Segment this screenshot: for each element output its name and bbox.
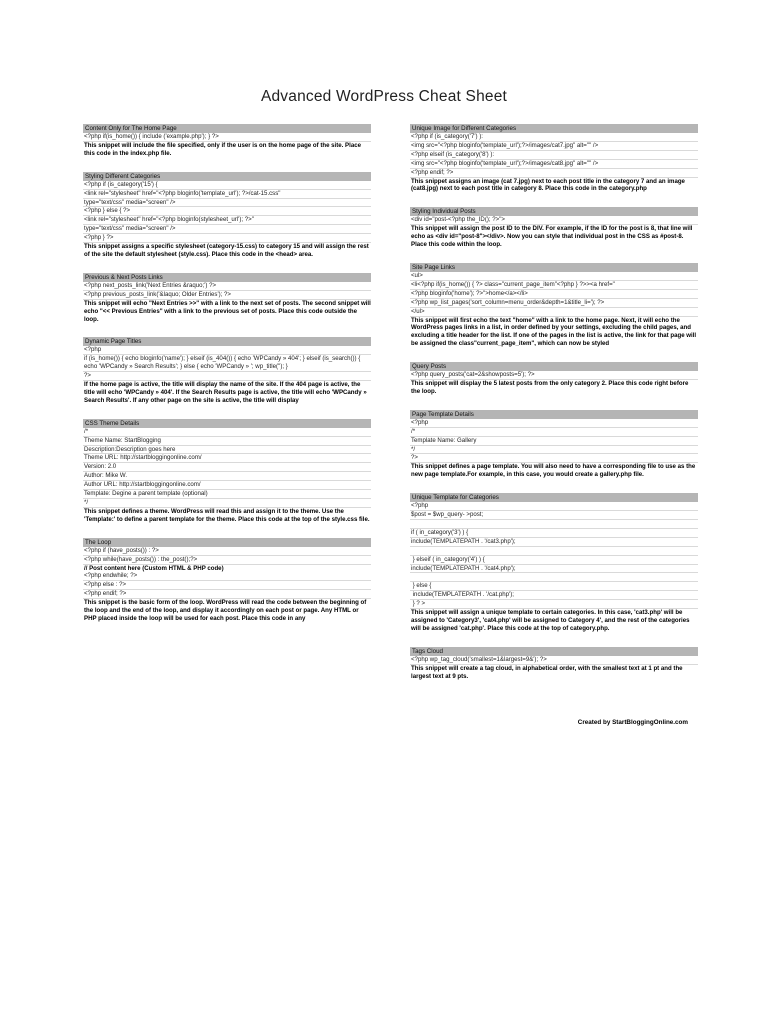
- snippet-description: This snippet will include the file specified, only if the user is on the home page of the site. Place this code in the index.php file.: [84, 141, 363, 157]
- section-page-template-details: [410, 410, 698, 479]
- section-header: Content Only for The Home Page: [83, 124, 371, 133]
- code-line: Theme Name: StartBlogging: [83, 437, 371, 446]
- code-line: Version: 2.0: [83, 463, 371, 472]
- code-line: <ul>: [410, 272, 698, 281]
- code-line: <?php: [83, 346, 371, 355]
- code-line: Description:Description goes here: [83, 446, 371, 455]
- code-line: if ( in_category('3') ) {: [410, 529, 698, 538]
- section-header: Styling Different Categories: [83, 172, 371, 181]
- code-line: <?php } ?>: [83, 234, 371, 243]
- code-line: <?php wp_list_pages('sort_column=menu_order&depth=1&title_li='); ?>: [410, 299, 698, 308]
- code-line: <?php endif; ?>: [83, 590, 371, 599]
- section-header: Page Template Details: [410, 410, 698, 419]
- code-line: */: [410, 446, 698, 455]
- section-header: Unique Template for Categories: [410, 493, 698, 502]
- code-line: type="text/css" media="screen" />: [83, 199, 371, 208]
- code-line: ?>: [83, 372, 371, 381]
- code-line: <?php } else { ?>: [83, 207, 371, 216]
- code-line: <?php if(is_home()) { include ('example.php'); } ?>: [83, 133, 371, 142]
- section-unique-template-for-categories: [410, 493, 698, 633]
- code-line: <img src="<?php bloginfo('template_url');?>/images/cat8.jpg" alt="" />: [410, 160, 698, 169]
- code-line: /*: [410, 428, 698, 437]
- page-title: Advanced WordPress Cheat Sheet: [260, 88, 508, 105]
- code-line: Template Name: Gallery: [410, 437, 698, 446]
- snippet-description: This snippet assigns an image (cat 7.jpg) next to each post title in the category 7 and an image (cat8.jpg) next to each post title in category 8. Place this code in the category.php: [411, 177, 687, 193]
- snippet-description: This snippet will echo "Next Entries >>" with a link to the next set of posts. The second snippet will echo "<< Previous Entries" with a link to the previous set of posts. Place this code outside the loop.: [84, 299, 373, 323]
- code-line: <?php query_posts('cat=2&showposts=5'); ?>: [410, 371, 698, 380]
- code-line: <div id="post-<?php the_ID(); ?>">: [410, 216, 698, 225]
- snippet-description: This snippet is the basic form of the loop. WordPress will read the code between the beginning of the loop and the end of the loop, and display it accordingly on each post or page. Any HTML or PHP placed inside the loop will be used for each post. Place this code in any: [84, 599, 368, 622]
- code-line: */: [83, 499, 371, 508]
- code-line: <?php endif; ?>: [410, 169, 698, 178]
- code-line: <link rel="stylesheet" href="<?php bloginfo('template_url'); ?>/cat-15.css": [83, 190, 371, 199]
- snippet-description: This snippet will display the 5 latest posts from the only category 2. Place this code right before the loop.: [411, 380, 691, 395]
- code-line: <?php elseif (is_category('8') ):: [410, 151, 698, 160]
- section-header: CSS Theme Details: [83, 419, 371, 428]
- code-line: [410, 520, 698, 529]
- code-line: } else {: [410, 582, 698, 591]
- snippet-description: This snippet will create a tag cloud, in alphabetical order, with the smallest text at 1 pt and the largest text at 9 pts.: [411, 664, 685, 680]
- section-content-only-for-the-home-page: [83, 124, 371, 158]
- snippet-description: This snippet will assign a unique template to certain categories. In this case, 'cat3.php' will be assigned to 'Category3', 'cat4.php' will be assigned to Category 4', and the rest of the categories will be assigned 'cat.php'. Place this code at the top of category.php.: [411, 609, 692, 632]
- code-line: Author URL: http://startbloggingonline.com/: [83, 481, 371, 490]
- code-line: </ul>: [410, 308, 698, 317]
- right-column: [410, 124, 698, 694]
- section-header: The Loop: [83, 538, 371, 547]
- section-css-theme-details: [83, 419, 371, 524]
- code-line: $post = $wp_query- >post;: [410, 511, 698, 520]
- section-tags-cloud: [410, 647, 698, 681]
- code-line: ?>: [410, 454, 698, 463]
- code-line: include(TEMPLATEPATH . '/cat3.php');: [410, 538, 698, 547]
- code-line: <?php if (is_category('7') ):: [410, 133, 698, 142]
- code-line: Author: Mike W.: [83, 472, 371, 481]
- code-line: <?php next_posts_link('Next Entries &raquo;') ?>: [83, 282, 371, 291]
- section-the-loop: [83, 538, 371, 623]
- snippet-description: This snippet defines a theme. WordPress will read this and assign it to the theme. Use the 'Template:' to define a parent template for the theme. Place this code at the top of the style.css file.: [84, 507, 370, 523]
- section-header: Styling Individual Posts: [410, 207, 698, 216]
- code-line: <?php if (is_category('15') {: [83, 181, 371, 190]
- code-line: <li<?php if(is_home()) { ?> class="current_page_item"<?php } ?>><a href=": [410, 281, 698, 290]
- section-header: Tags Cloud: [410, 647, 698, 656]
- code-line: Theme URL: http://startbloggingonline.com/: [83, 454, 371, 463]
- section-unique-image-for-different-categories: [410, 124, 698, 193]
- code-line: <?php endwhile; ?>: [83, 572, 371, 581]
- section-styling-different-categories: [83, 172, 371, 259]
- code-line: include(TEMPLATEPATH . '/cat.php');: [410, 591, 698, 600]
- snippet-description: This snippet defines a page template. You will also need to have a corresponding file to use as the new page template.For example, in this case, you would create a gallery.php file.: [411, 463, 697, 479]
- code-line: /*: [83, 428, 371, 437]
- code-line: <?php bloginfo('home'); ?>">home</a></li>: [410, 290, 698, 299]
- snippet-description: This snippet will first echo the text "home" with a link to the home page. Next, it will echo the WordPress pages links in a list, in order defined by your settings, excluding the child pages, and excluding a title header for the list. If one of the pages in the list is active, the link for that page will be assigned the class"current_page_item", which can now be styled: [411, 316, 698, 348]
- snippet-description: If the home page is active, the title will display the name of the site. If the 404 page is active, the title will echo 'WPCandy » 404'. If the Search Results page is active, the title will echo 'WPCandy » Search Results'. If any other page on the site is active, the title will display: [84, 381, 369, 404]
- section-header: Dynamic Page Titles: [83, 337, 371, 346]
- section-dynamic-page-titles: [83, 337, 371, 404]
- code-line: <img src="<?php bloginfo('template_url');?>/images/cat7.jpg" alt="" />: [410, 142, 698, 151]
- section-query-posts: [410, 362, 698, 396]
- snippet-description: // Post content here (Custom HTML & PHP code): [84, 564, 224, 572]
- snippet-description: This snippet assigns a specific stylesheet (category-15.css) to category 15 and will assign the rest of the site the default stylesheet (style.css). Place this code in the <head> area.: [84, 243, 371, 258]
- code-line: <?php: [410, 419, 698, 428]
- code-line: <?php else : ?>: [83, 581, 371, 590]
- code-line: include(TEMPLATEPATH . '/cat4.php');: [410, 565, 698, 574]
- code-line: Template: Degine a parent template (optional): [83, 490, 371, 499]
- section-site-page-links: [410, 263, 698, 348]
- code-line: } ? >: [410, 600, 698, 609]
- section-styling-individual-posts: [410, 207, 698, 249]
- code-line: <?php: [410, 502, 698, 511]
- code-line: [410, 547, 698, 556]
- section-header: Previous & Next Posts Links: [83, 273, 371, 282]
- left-column: [83, 124, 371, 637]
- section-header: Unique Image for Different Categories: [410, 124, 698, 133]
- code-line: <?php if (have_posts()) : ?>: [83, 547, 371, 556]
- credit-line: Created by StartBloggingOnline.com: [577, 719, 688, 726]
- code-line: type="text/css" media="screen" />: [83, 225, 371, 234]
- code-line: <?php while(have_posts()) : the_post();?>: [83, 556, 371, 565]
- code-line: <?php wp_tag_cloud('smallest=1&largest=9&'); ?>: [410, 656, 698, 665]
- code-line: <?php previous_posts_link('&laquo; Older Entries'); ?>: [83, 291, 371, 300]
- code-line: if (is_home()) { echo bloginfo('name'); } elseif (is_404()) { echo 'WPCandy » 404'; } elseif (is_search()) { echo 'WPCandy » Search Results'; } else { echo 'WPCandy » '; wp_title(''); }: [83, 355, 371, 372]
- code-line: <link rel="stylesheet" href="<?php bloginfo(stylesheet_url'); ?>": [83, 216, 371, 225]
- section-header: Site Page Links: [410, 263, 698, 272]
- snippet-description: This snippet will assign the post ID to the DIV. For example, if the ID for the post is 8, that line will echo as <div id="post-8"></div>. Now you can style that individual post in the CSS as #post-8. Place this code within the loop.: [411, 225, 695, 249]
- section-header: Query Posts: [410, 362, 698, 371]
- section-previous-next-posts-links: [83, 273, 371, 324]
- code-line: } elseif ( in_category('4') ) {: [410, 556, 698, 565]
- code-line: [410, 573, 698, 582]
